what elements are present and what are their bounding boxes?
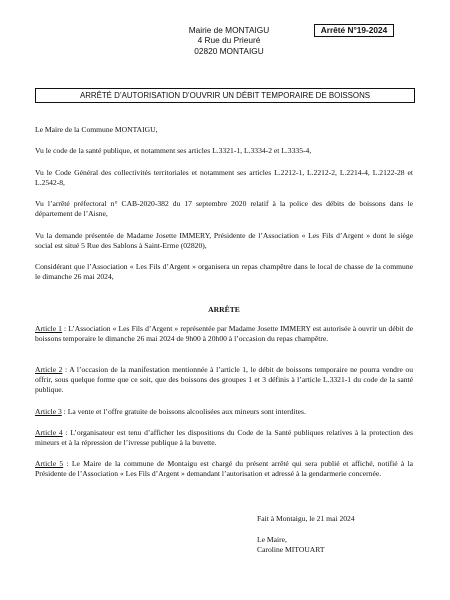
article-1 (35, 324, 413, 344)
visa-arrete-prefectoral: Vu l’arrêté préfectoral n° CAB-2020-382 du 17 septembre 2020 relatif à la police des débits de boissons dans le département de l’Aisne, (35, 199, 413, 219)
article-2-label: Article 2 (35, 365, 63, 374)
document-title: ARRÊTÉ D’AUTORISATION D’OUVRIR UN DÉBIT TEMPORAIRE DE BOISSONS (35, 88, 415, 103)
article-3-text: : La vente et l’offre gratuite de boissons alcoolisées aux mineurs sont interdites. (61, 407, 306, 416)
mairie-header (174, 25, 284, 56)
article-4 (35, 428, 413, 448)
arrete-reference: Arrêté N°19-2024 (314, 24, 394, 37)
article-2 (35, 365, 413, 396)
signature-name: Caroline MITOUART (257, 545, 325, 554)
signature-role: Le Maire, (257, 535, 287, 544)
considerant: Considérant que l’Association « Les Fils d’Argent » organisera un repas champêtre dans le local de chasse de la commune le dimanche 26 mai 2024, (35, 262, 413, 282)
article-1-label: Article 1 (35, 324, 62, 333)
visa-cgct: Vu le Code Général des collectivités territoriales et notamment ses articles L.2212-1, L.2212-2, L.2214-4, L.2122-28 et L.2542-8, (35, 168, 413, 188)
mairie-street: 4 Rue du Prieuré (197, 35, 261, 46)
article-5 (35, 459, 413, 479)
article-5-text: : Le Maire de la commune de Montaigu est chargé du présent arrêté qui sera publié et affiché, notifié à la Présidente de l’Association « Les Fils d’Argent » demandant l’autorisation et adressé à la gendarmerie concernée. (35, 459, 413, 479)
mairie-postcode-city: 02820 MONTAIGU (194, 45, 264, 56)
signature-place-date: Fait à Montaigu, le 21 mai 2024 (257, 514, 355, 523)
intro-line: Le Maire de la Commune MONTAIGU, (35, 125, 158, 134)
article-2-text: : A l’occasion de la manifestation mentionnée à l’article 1, le débit de boissons temporaire ne pourra vendre ou offrir, sous quelque forme que ce soit, que des boissons des groupes 1 et 3 définis à l’article L.3321-1 du code de la santé publique. (35, 365, 414, 395)
arrete-heading: ARRÊTE (208, 305, 240, 314)
article-4-text: : L’organisateur est tenu d’afficher les dispositions du Code de la Santé publiques relatives à la protection des mineurs et à la répression de l’ivresse publique à la buvette. (35, 428, 413, 448)
article-5-label: Article 5 (35, 459, 64, 468)
article-3 (35, 407, 413, 417)
article-1-text: : L’Association « Les Fils d’Argent » représentée par Madame Josette IMMERY est autorisée à ouvrir un débit de boissons temporaire le dimanche 26 mai 2024 de 9h00 à 20h00 à l’occasion du repas champêtre. (35, 324, 413, 344)
article-3-label: Article 3 (35, 407, 62, 416)
article-4-label: Article 4 (35, 428, 63, 437)
visa-demande: Vu la demande présentée de Madame Josette IMMERY, Présidente de l’Association « Les Fils d’Argent » dont le siège social est situé 5 Rue des Sablons à Saint-Erme (02820), (35, 231, 413, 251)
visa-sante-publique: Vu le code de la santé publique, et notamment ses articles L.3321-1, L.3334-2 et L.3335-4, (35, 146, 312, 155)
mairie-name: Mairie de MONTAIGU (188, 25, 270, 35)
